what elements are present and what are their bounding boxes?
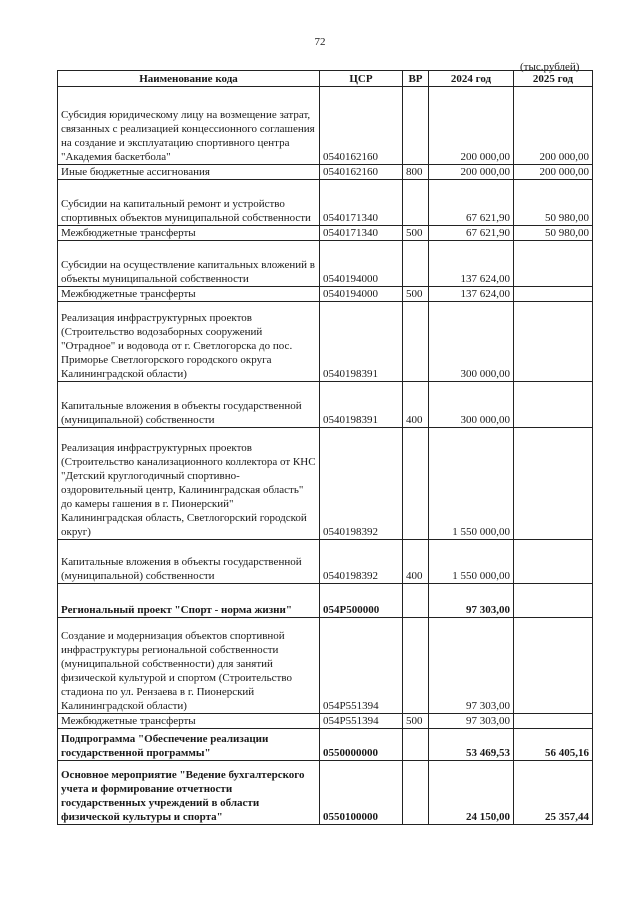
budget-table — [57, 70, 593, 825]
header-name: Наименование кода — [58, 71, 320, 87]
row-2025 — [514, 241, 593, 287]
row-2024: 200 000,00 — [429, 165, 514, 180]
row-2024: 137 624,00 — [429, 241, 514, 287]
table-row — [58, 540, 593, 584]
row-2024: 97 303,00 — [429, 584, 514, 618]
row-name: Межбюджетные трансферты — [58, 714, 320, 729]
row-name: Основное мероприятие "Ведение бухгалтерского учета и формирование отчетности государственных учреждений в области физической культуры и спорта" — [58, 761, 320, 825]
header-csr: ЦСР — [320, 71, 403, 87]
row-vr — [403, 584, 429, 618]
row-csr: 0550000000 — [320, 729, 403, 761]
row-csr: 0540162160 — [320, 87, 403, 165]
row-name: Реализация инфраструктурных проектов (Строительство водозаборных сооружений "Отрадное" и водовода от г. Светлогорска до пос. Приморье Светлогорского городского округа Калининградской области) — [58, 302, 320, 382]
row-2024: 97 303,00 — [429, 714, 514, 729]
row-name: Создание и модернизация объектов спортивной инфраструктуры региональной собственности (муниципальной собственности) для занятий физической культурой и спортом (Строительство стадиона по ул. Рензаева в г. Пионерский Калининградской области) — [58, 618, 320, 714]
row-vr — [403, 761, 429, 825]
row-2025 — [514, 714, 593, 729]
row-2025: 200 000,00 — [514, 87, 593, 165]
row-name: Подпрограмма "Обеспечение реализации государственной программы" — [58, 729, 320, 761]
row-vr: 400 — [403, 540, 429, 584]
row-2025: 50 980,00 — [514, 226, 593, 241]
table-row — [58, 618, 593, 714]
row-vr — [403, 87, 429, 165]
row-2024: 53 469,53 — [429, 729, 514, 761]
row-vr: 800 — [403, 165, 429, 180]
row-2024: 24 150,00 — [429, 761, 514, 825]
row-2025: 200 000,00 — [514, 165, 593, 180]
row-vr: 500 — [403, 287, 429, 302]
row-2024: 1 550 000,00 — [429, 540, 514, 584]
row-csr: 054P500000 — [320, 584, 403, 618]
row-vr: 500 — [403, 714, 429, 729]
page-number: 72 — [314, 36, 326, 48]
row-csr: 0540171340 — [320, 180, 403, 226]
table-row — [58, 165, 593, 180]
row-2025 — [514, 382, 593, 428]
row-name: Капитальные вложения в объекты государственной (муниципальной) собственности — [58, 382, 320, 428]
row-2025: 25 357,44 — [514, 761, 593, 825]
header-vr: ВР — [403, 71, 429, 87]
row-2025 — [514, 540, 593, 584]
header-2024: 2024 год — [429, 71, 514, 87]
row-vr: 500 — [403, 226, 429, 241]
row-name: Субсидии на осуществление капитальных вложений в объекты муниципальной собственности — [58, 241, 320, 287]
row-2024: 1 550 000,00 — [429, 428, 514, 540]
row-name: Субсидии на капитальный ремонт и устройство спортивных объектов муниципальной собственности — [58, 180, 320, 226]
row-csr: 054P551394 — [320, 618, 403, 714]
table-row — [58, 241, 593, 287]
table-row — [58, 584, 593, 618]
row-2025 — [514, 428, 593, 540]
row-vr — [403, 729, 429, 761]
row-2025 — [514, 302, 593, 382]
row-name: Субсидия юридическому лицу на возмещение затрат, связанных с реализацией концессионного соглашения на создание и эксплуатацию спортивного центра "Академия баскетбола" — [58, 87, 320, 165]
row-name: Реализация инфраструктурных проектов (Строительство канализационного коллектора от КНС "Детский круглогодичный спортивно-оздоровительный центр, Калининградская область" до камеры гашения в г. Пионерский" Калининградская область, Светлогорский городской округ) — [58, 428, 320, 540]
row-name: Межбюджетные трансферты — [58, 226, 320, 241]
table-row — [58, 180, 593, 226]
row-csr: 0540198391 — [320, 302, 403, 382]
row-name: Иные бюджетные ассигнования — [58, 165, 320, 180]
row-vr — [403, 428, 429, 540]
row-vr: 400 — [403, 382, 429, 428]
row-2024: 300 000,00 — [429, 302, 514, 382]
row-2025: 50 980,00 — [514, 180, 593, 226]
table-row — [58, 87, 593, 165]
row-2024: 67 621,90 — [429, 180, 514, 226]
row-csr: 0540194000 — [320, 287, 403, 302]
row-2025: 56 405,16 — [514, 729, 593, 761]
header-2025: 2025 год — [514, 71, 593, 87]
row-2024: 137 624,00 — [429, 287, 514, 302]
row-vr — [403, 241, 429, 287]
row-vr — [403, 618, 429, 714]
row-csr: 0540198391 — [320, 382, 403, 428]
row-vr — [403, 302, 429, 382]
row-csr: 0540198392 — [320, 540, 403, 584]
row-name: Региональный проект "Спорт - норма жизни" — [58, 584, 320, 618]
row-2025 — [514, 618, 593, 714]
row-2024: 97 303,00 — [429, 618, 514, 714]
table-row — [58, 761, 593, 825]
row-2025 — [514, 584, 593, 618]
table-row — [58, 428, 593, 540]
row-name: Капитальные вложения в объекты государственной (муниципальной) собственности — [58, 540, 320, 584]
row-csr: 054P551394 — [320, 714, 403, 729]
table-row — [58, 226, 593, 241]
row-csr: 0550100000 — [320, 761, 403, 825]
row-2024: 300 000,00 — [429, 382, 514, 428]
row-csr: 0540171340 — [320, 226, 403, 241]
row-2024: 67 621,90 — [429, 226, 514, 241]
row-csr: 0540198392 — [320, 428, 403, 540]
header-row — [58, 71, 593, 87]
row-name: Межбюджетные трансферты — [58, 287, 320, 302]
table-row — [58, 287, 593, 302]
row-csr: 0540162160 — [320, 165, 403, 180]
table-row — [58, 302, 593, 382]
table-row — [58, 714, 593, 729]
row-2024: 200 000,00 — [429, 87, 514, 165]
table-row — [58, 382, 593, 428]
row-csr: 0540194000 — [320, 241, 403, 287]
row-vr — [403, 180, 429, 226]
table-row — [58, 729, 593, 761]
row-2025 — [514, 287, 593, 302]
units-label: (тыс.рублей) — [520, 61, 580, 73]
